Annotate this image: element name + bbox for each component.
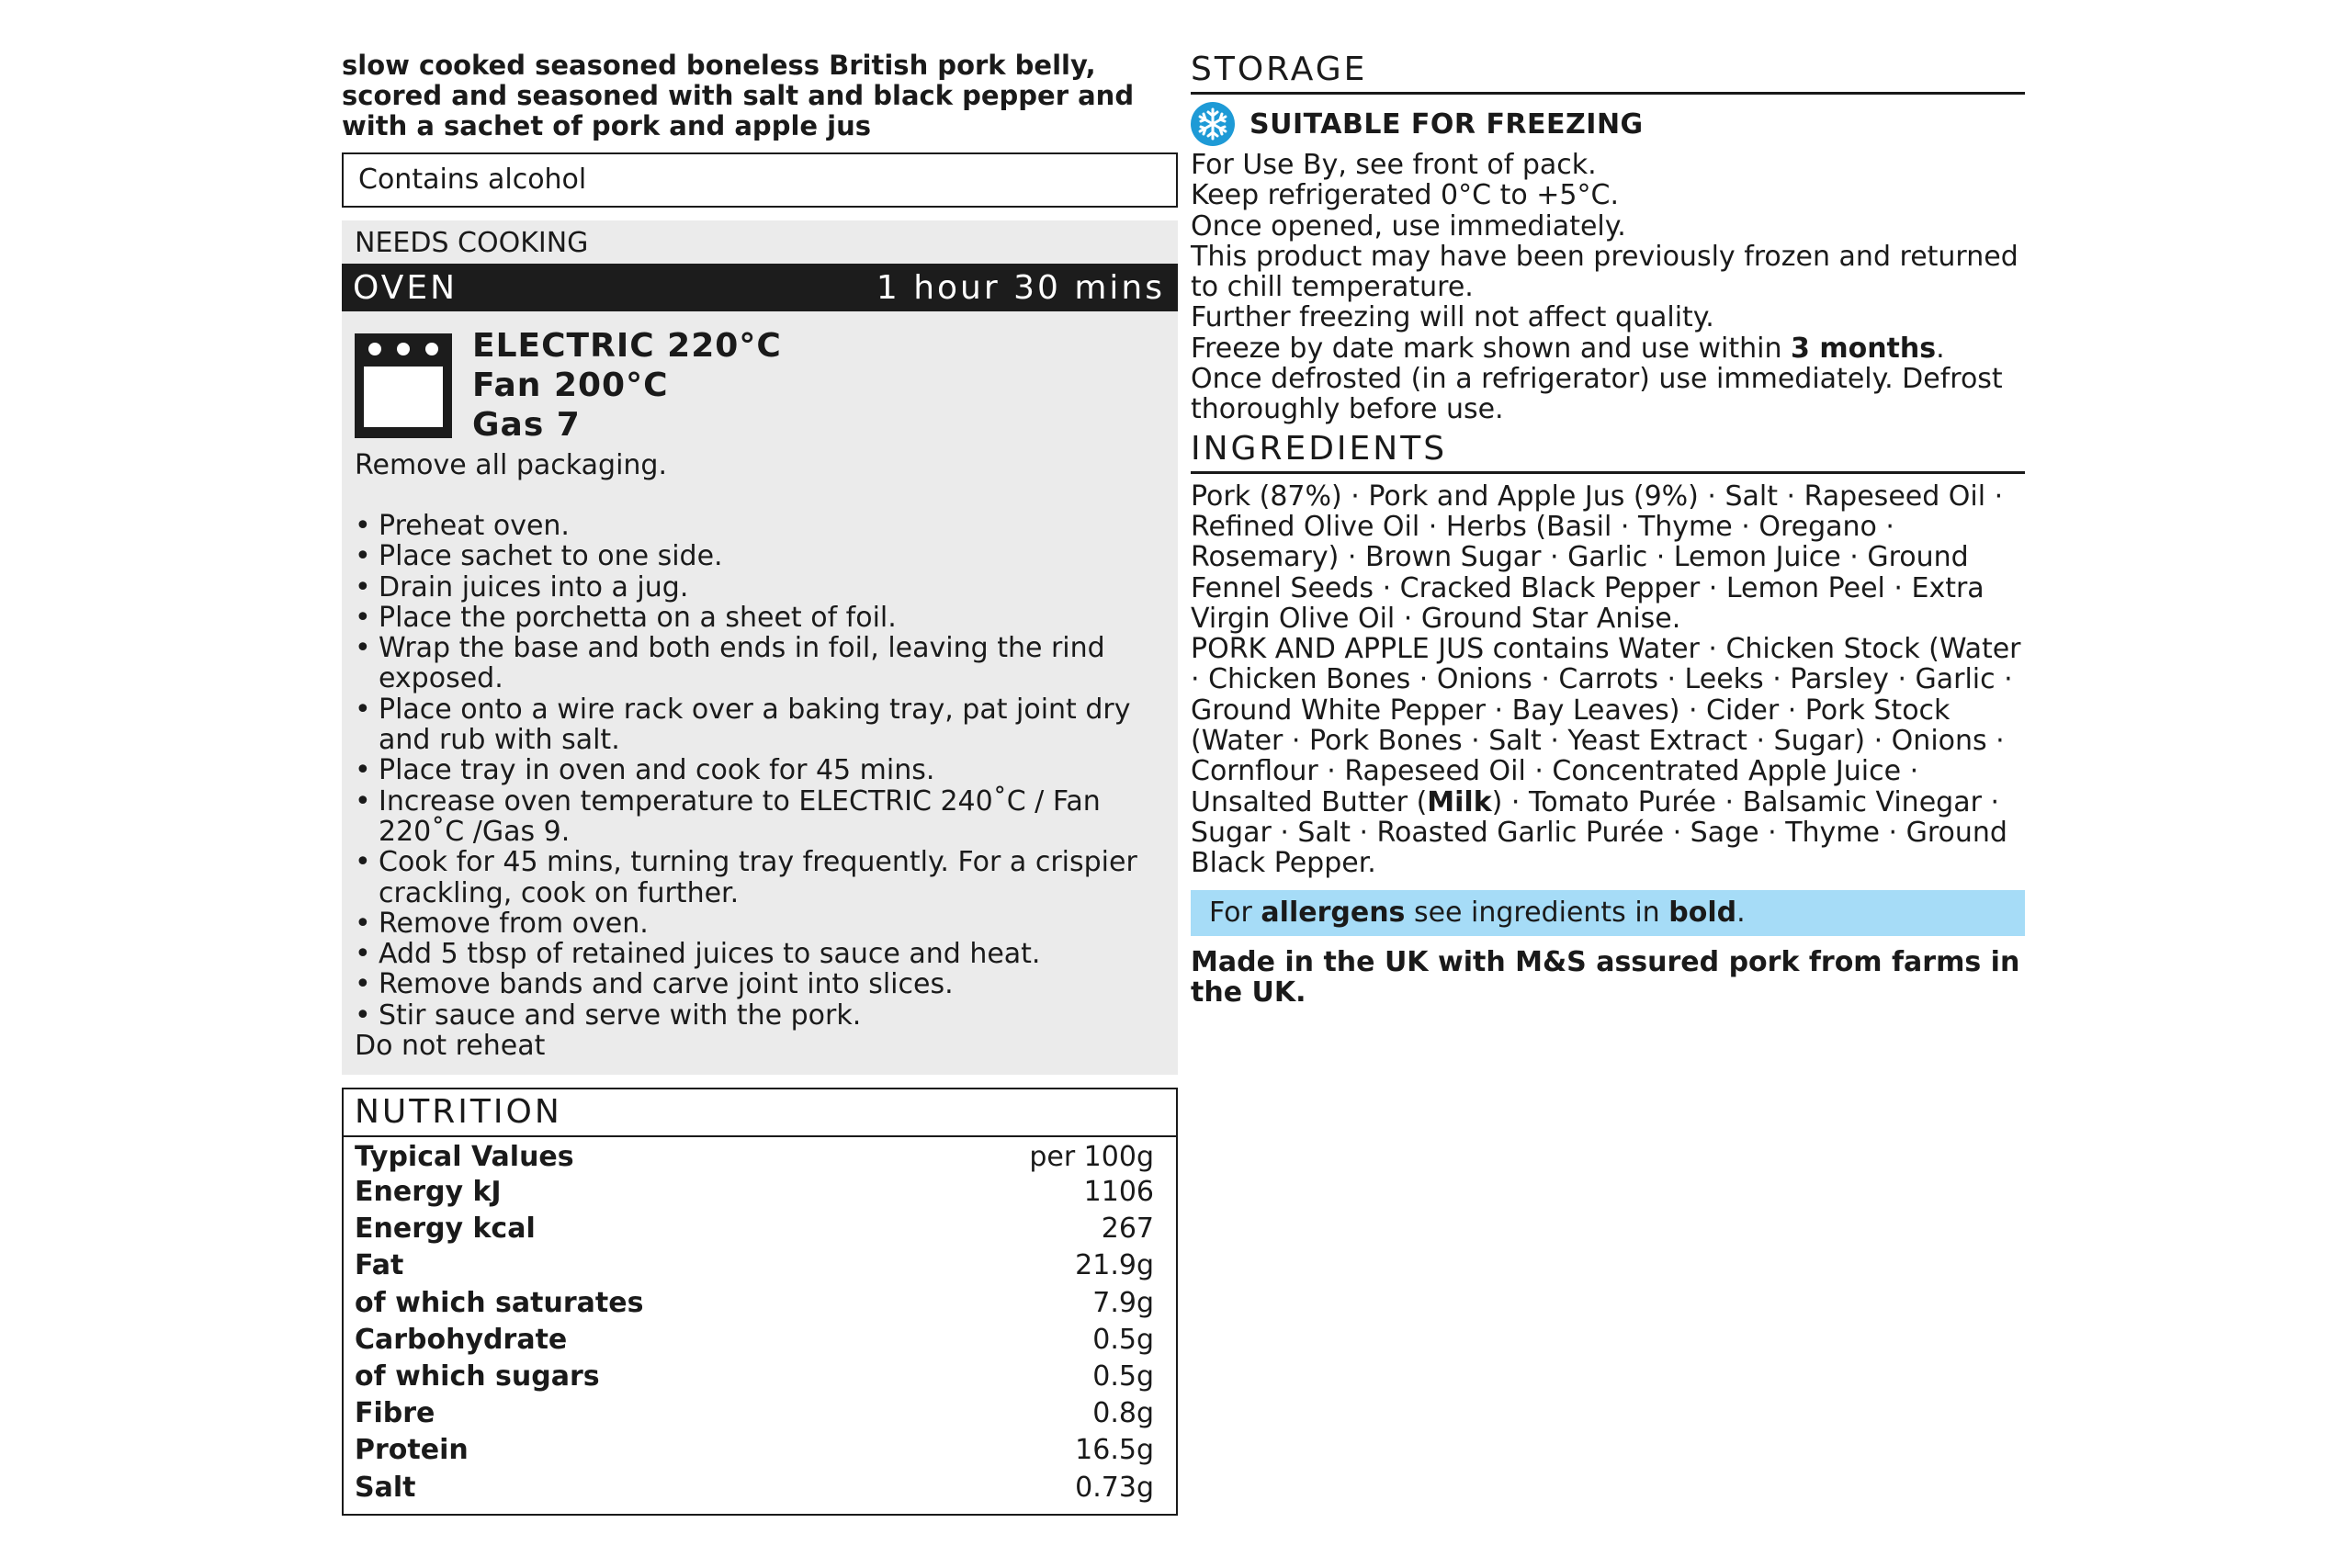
- nutrition-rows: [344, 1137, 1176, 1514]
- allergen-bold-2: bold: [1668, 896, 1737, 929]
- nutrient-label: of which sugars: [355, 1360, 600, 1393]
- storage-line: Once defrosted (in a refrigerator) use immediately. Defrost thoroughly before use.: [1191, 363, 2003, 426]
- cooking-step: • Place the porchetta on a sheet of foil.: [355, 603, 1165, 633]
- freezing-label: SUITABLE FOR FREEZING: [1250, 107, 1644, 141]
- nutrient-label: Protein: [355, 1434, 469, 1467]
- cooking-step: • Place tray in oven and cook for 45 mins.: [355, 755, 1165, 785]
- right-column: [1191, 48, 2025, 1008]
- ingredients-title: INGREDIENTS: [1191, 427, 2025, 474]
- storage-line: [1191, 333, 2025, 364]
- storage-text: [1191, 150, 2025, 425]
- cooking-step: • Wrap the base and both ends in foil, leaving the rind exposed.: [355, 633, 1165, 694]
- oven-temperatures: [342, 311, 1178, 445]
- nutrition-table: [342, 1088, 1178, 1516]
- cooking-closing: Do not reheat: [355, 1030, 546, 1063]
- needs-cooking-label: NEEDS COOKING: [355, 227, 589, 259]
- nutrient-value: 0.5g: [1092, 1360, 1154, 1393]
- cooking-step: • Preheat oven.: [355, 511, 1165, 541]
- alcohol-notice: Contains alcohol: [342, 152, 1178, 208]
- storage-line: Once opened, use immediately.: [1191, 209, 1626, 243]
- cooking-step: • Stir sauce and serve with the pork.: [355, 1000, 1165, 1031]
- storage-line: This product may have been previously frozen and returned to chill temperature.: [1191, 240, 2018, 304]
- ingredients-main: Pork (87%) · Pork and Apple Jus (9%) · Salt · Rapeseed Oil · Refined Olive Oil · Herbs (Basil · Thyme · Oregano · Rosemary) · Brown Sugar · Garlic · Lemon Juice · Ground Fennel Seeds · Cracked Black Pepper · Lemon Peel · Extra Virgin Olive Oil · Ground Star Anise.: [1191, 479, 2004, 635]
- cooking-intro: Remove all packaging.: [355, 449, 667, 481]
- ingredients-jus-end: ) · Tomato Purée · Balsamic Vinegar · Sugar · Salt · Roasted Garlic Purée · Sage · Thyme · Ground Black Pepper.: [1191, 785, 2007, 880]
- nutrition-row: [355, 1285, 1154, 1322]
- temp-gas: Gas 7: [472, 406, 581, 444]
- allergen-advice: [1191, 890, 2025, 936]
- allergen-bold-1: allergens: [1261, 896, 1406, 929]
- freeze-duration: 3 months: [1791, 332, 1937, 365]
- nutrient-label: Fibre: [355, 1397, 435, 1430]
- nutrient-label: of which saturates: [355, 1286, 644, 1319]
- cooking-step: • Drain juices into a jug.: [355, 572, 1165, 603]
- allergen-text: .: [1736, 896, 1746, 929]
- nutrient-label: Energy kcal: [355, 1213, 536, 1246]
- nutrition-header-label: Typical Values: [355, 1141, 574, 1174]
- oven-time: 1 hour 30 mins: [876, 268, 1165, 307]
- ingredients-text: [1191, 481, 2025, 879]
- nutrient-label: Fat: [355, 1249, 404, 1282]
- nutrient-label: Carbohydrate: [355, 1323, 568, 1356]
- storage-line-text: Freeze by date mark shown and use within: [1191, 332, 1791, 365]
- nutrient-label: Salt: [355, 1471, 416, 1504]
- cooking-instructions: [342, 220, 1178, 1075]
- nutrient-value: 21.9g: [1075, 1249, 1154, 1282]
- nutrient-value: 0.5g: [1092, 1323, 1154, 1356]
- cooking-step: • Remove bands and carve joint into slices.: [355, 969, 1165, 999]
- cooking-step: • Place onto a wire rack over a baking tray, pat joint dry and rub with salt.: [355, 694, 1165, 756]
- nutrition-title: NUTRITION: [344, 1089, 1176, 1137]
- storage-line: For Use By, see front of pack.: [1191, 149, 1597, 181]
- nutrition-row: [355, 1247, 1154, 1284]
- nutrition-header-value: per 100g: [1029, 1141, 1154, 1174]
- allergen-text: see ingredients in: [1405, 896, 1669, 929]
- nutrition-row: [355, 1470, 1154, 1506]
- allergen-milk: Milk: [1427, 785, 1492, 818]
- snowflake-icon: [1191, 102, 1235, 146]
- nutrient-value: 16.5g: [1075, 1434, 1154, 1467]
- nutrition-row: [355, 1174, 1154, 1211]
- allergen-text: For: [1209, 896, 1261, 929]
- nutrient-value: 0.73g: [1075, 1471, 1154, 1504]
- nutrition-row: [355, 1322, 1154, 1359]
- temp-fan: Fan 200°C: [472, 367, 669, 404]
- freezing-badge: [1191, 102, 2025, 146]
- ingredients-jus: PORK AND APPLE JUS contains Water · Chicken Stock (Water · Chicken Bones · Onions · Carrots · Leeks · Parsley · Garlic · Ground White Pepper · Bay Leaves) · Cider · Pork Stock (Water · Pork Bones · Salt · Yeast Extract · Sugar) · Onions · Cornflour · Rapeseed Oil · Concentrated Apple Juice · Unsalted Butter (: [1191, 633, 2021, 818]
- oven-icon: [355, 333, 452, 438]
- storage-title: STORAGE: [1191, 48, 2025, 95]
- nutrition-row: [355, 1395, 1154, 1432]
- product-description: slow cooked seasoned boneless British pork belly, scored and seasoned with salt and black pepper and with a sachet of pork and apple jus: [342, 50, 1135, 141]
- nutrient-value: 0.8g: [1092, 1397, 1154, 1430]
- storage-line: Further freezing will not affect quality.: [1191, 301, 1714, 334]
- cooking-step: • Place sachet to one side.: [355, 541, 1165, 571]
- nutrition-row: [355, 1432, 1154, 1469]
- cooking-step: • Add 5 tbsp of retained juices to sauce and heat.: [355, 939, 1165, 969]
- oven-method: OVEN: [353, 268, 458, 307]
- nutrient-label: Energy kJ: [355, 1176, 502, 1209]
- nutrition-row: [355, 1359, 1154, 1395]
- left-column: [342, 48, 1178, 1516]
- nutrition-header-row: [355, 1141, 1154, 1174]
- temperature-list: [472, 326, 782, 445]
- nutrition-row: [355, 1211, 1154, 1247]
- cooking-steps: [342, 511, 1178, 1031]
- nutrient-value: 267: [1101, 1213, 1154, 1246]
- cooking-step: • Remove from oven.: [355, 908, 1165, 939]
- storage-line: Keep refrigerated 0°C to +5°C.: [1191, 179, 1619, 212]
- cooking-step: • Increase oven temperature to ELECTRIC 240˚C / Fan 220˚C /Gas 9.: [355, 786, 1165, 848]
- temp-electric: ELECTRIC 220°C: [472, 327, 782, 365]
- nutrient-value: 7.9g: [1092, 1286, 1154, 1319]
- cooking-step: • Cook for 45 mins, turning tray frequently. For a crispier crackling, cook on further.: [355, 847, 1165, 908]
- storage-line-end: .: [1936, 332, 1945, 365]
- origin-statement: Made in the UK with M&S assured pork from farms in the UK.: [1191, 945, 2020, 1009]
- oven-bar: [342, 264, 1178, 311]
- nutrient-value: 1106: [1083, 1176, 1154, 1209]
